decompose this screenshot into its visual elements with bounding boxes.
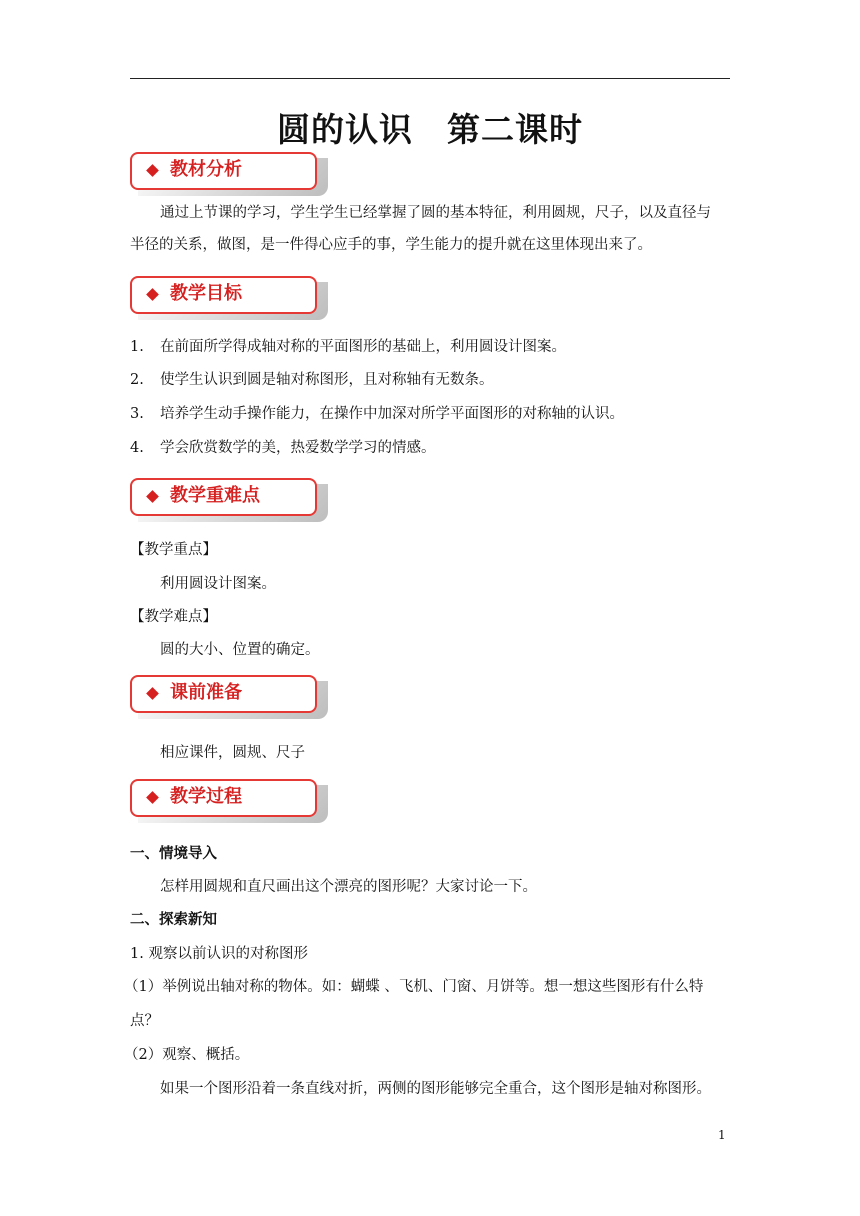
process-item-1-line-1: （1）举例说出轴对称的物体。如：蝴蝶 、飞机、门窗、月饼等。想一想这些图形有什么特: [124, 979, 704, 995]
difficulty-label: 【教学难点】: [130, 609, 217, 625]
goal-text: 培养学生动手操作能力，在操作中加深对所学平面图形的对称轴的认识。: [160, 406, 624, 422]
section-label: 教学目标: [170, 283, 242, 304]
prep-text: 相应课件，圆规、尺子: [160, 745, 305, 761]
process-item-2: （2）观察、概括。: [124, 1047, 250, 1063]
process-subheading-1: 1. 观察以前认识的对称图形: [130, 946, 308, 962]
analysis-line-2: 半径的关系，做图，是一件得心应手的事，学生能力的提升就在这里体现出来了。: [130, 237, 652, 253]
header-rule: [130, 78, 730, 79]
goal-text: 学会欣赏数学的美，热爱数学学习的情感。: [160, 440, 436, 456]
goal-number: 1.: [130, 339, 144, 355]
goal-text: 使学生认识到圆是轴对称图形，且对称轴有无数条。: [160, 372, 494, 388]
section-label: 教材分析: [170, 159, 242, 180]
section-header-analysis: [130, 152, 335, 196]
process-paragraph-1: 怎样用圆规和直尺画出这个漂亮的图形呢？大家讨论一下。: [160, 879, 537, 895]
goal-number: 2.: [130, 372, 144, 388]
focus-label: 【教学重点】: [130, 542, 217, 558]
goal-number: 4.: [130, 440, 144, 456]
difficulty-text: 圆的大小、位置的确定。: [160, 642, 320, 658]
page-title: 圆的认识 第二课时: [277, 110, 583, 149]
goal-text: 在前面所学得成轴对称的平面图形的基础上，利用圆设计图案。: [160, 339, 566, 355]
focus-text: 利用圆设计图案。: [160, 576, 276, 592]
section-header-process: [130, 779, 335, 823]
page-number: 1: [718, 1128, 726, 1142]
section-label: 教学过程: [170, 786, 242, 807]
section-header-goals: [130, 276, 335, 320]
process-item-1-line-2: 点？: [130, 1013, 159, 1029]
section-header-prep: [130, 675, 335, 719]
process-heading-2: 二、探索新知: [130, 911, 217, 928]
goal-number: 3.: [130, 406, 144, 422]
section-label: 教学重难点: [170, 485, 260, 506]
analysis-line-1: 通过上节课的学习，学生学生已经掌握了圆的基本特征，利用圆规，尺子，以及直径与: [160, 205, 711, 221]
section-header-keypoints: [130, 478, 335, 522]
process-paragraph-2: 如果一个图形沿着一条直线对折，两侧的图形能够完全重合，这个图形是轴对称图形。: [160, 1081, 711, 1097]
section-label: 课前准备: [170, 682, 242, 703]
process-heading-1: 一、情境导入: [130, 845, 217, 862]
